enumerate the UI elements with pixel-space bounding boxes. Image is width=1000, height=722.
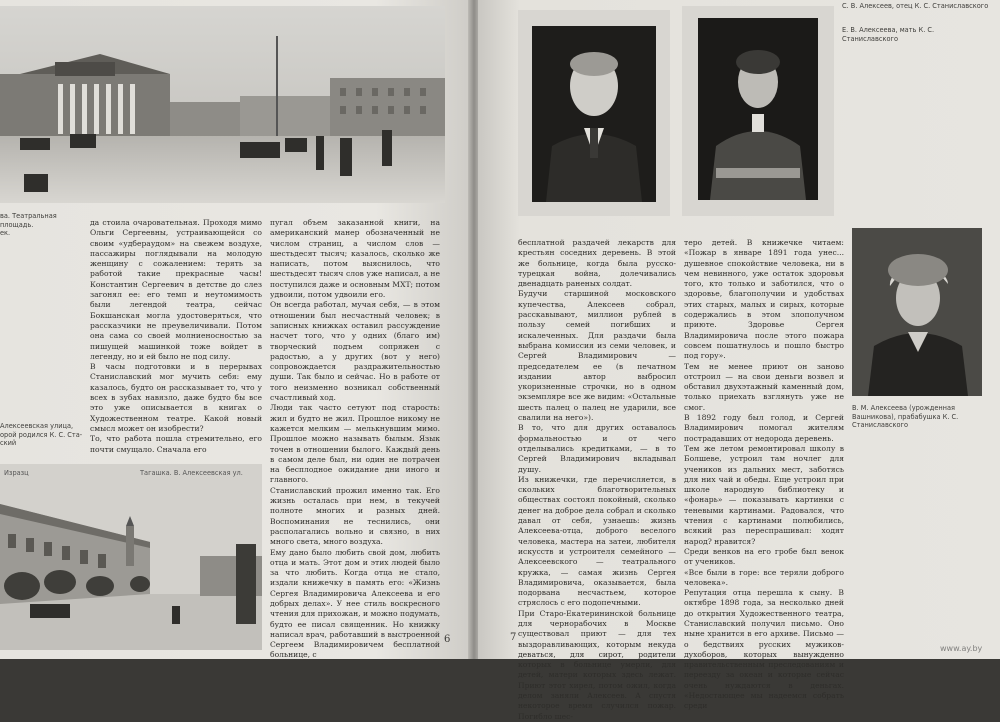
photo-label-left: Изразц xyxy=(4,469,29,477)
theatre-square-photo xyxy=(0,6,445,203)
caption-father: С. В. Алексеев, отец К. С. Станиславского xyxy=(842,2,989,10)
watermark: www.ay.by xyxy=(940,644,983,653)
father-portrait xyxy=(532,26,656,202)
street-illustration xyxy=(0,464,262,650)
alexeevskaya-street-photo xyxy=(0,464,262,650)
mother-figure xyxy=(698,18,818,200)
right-page xyxy=(478,0,1000,721)
right-column-2: теро детей. В книжечке читаем: «Пожар в январе 1891 года унес... душевное спокойствие человека, ни в чем невинного, уже остаток здоровья того, кто только и заботился, что о здоровье, благополучии и удобствах этих старых, малых и сирых, которые содержались в этом злополучном приюте. Здоровье Сергея Владимировича после этого пожара совсем пошатнулось и пошло быстро под гору». Тем не менее приют он заново отстроил — на свои деньги возвел и обставил двухэтажный каменный дом, только приехать взглянуть уже не смог. В 1892 году был голод, и Сергей Владимирович помогал жителям пострадавших от недорода деревень. Тем же летом ремонтировал школу в Болшеве, устроил там ночлег для учеников из дальних мест, заботясь для них чай и обеды. Еще устроил при школе народную библиотеку и «фонарь» — показывать картинки с теневыми картинами. Радовался, что чтения с картинами полюбились, всякий раз переспрашивал: ходят народ? нравится? Среди венков на его гробе был венок от учеников. «Все были в горе: все теряли доброго человека». Репутация отца перешла к сыну. В октябре 1898 года, за несколько дней до открытия Художественного театра, Станиславский получил письмо. Оно ныне хранится в его архиве. Письмо — о бедствиях русских мужиков-духоборов, которых вынужденно правительственным преследованиям и переезду за океан и которые сейчас очень нуждаются в деньгах. «Недостающее мы надеемся собрать среди xyxy=(684,238,844,711)
mother-portrait xyxy=(698,18,818,200)
left-column-2: пугал объем заказанной книги, на американский манер обозначенный не числом страниц, а числом слов — шестьдесят тысяч; казалось, сколько же написать, потом выяснилось, что шестьдесят тысяч слов уже написал, а не поступился даже и основным МХТ; потом удвоили, потом удвоили его. Он всегда работал, мучая себя, — в этом отношении был несчастный человек; в записных книжках оставил рассуждение насчет того, что у одних (благо им) творческий подъем сопряжен с радостью, а у других (вот у него) сопровождается раздражительностью души. Так было и сейчас. Но в работе от того неизменно возникал собственный счастливый ход. Люди так часто сетуют под старость: жил и будто не жил. Прошлое никому не кажется мелким — мелькнувшим мимо. Прошлое можно называть былым. Язык точен в отношении былого. Каждый день в самом деле был, ни один не потрачен на бесплодное ожидание дни иного и главного. Станиславский прожил именно так. Его жизнь осталась при нем, в текучей полноте многих и разных дней. Воспоминания не теснились, они располагались вольно и связно, в них много света, много воздуха. Ему дано было любить свой дом, любить отца и мать. Этот дом и этих людей было за что любить. Когда отца не стало, издали книжечку в память его: «Жизнь Сергея Владимировича Алексеева и его добрых делах». У нее стиль воскресного чтения для прихожан, и можно подумать, будто ее писал священник. Но книжку написал врач, работавший в выстроенной Сергеем Владимировичем бесплатной больнице, с xyxy=(270,218,440,660)
father-figure xyxy=(532,26,656,202)
caption-great-grandmother: В. М. Алексеева (урожденная Вашникова), прабабушка К. С. Станиславского xyxy=(852,404,959,430)
right-column-1: бесплатной раздачей лекарств для крестьян соседних деревень. В этой же больнице, когда была русско-турецкая война, долечивались двенадцать раненых солдат. Будучи старшиной московского купечества, Алексеев собрал, расскавывают, миллион рублей в пользу семей погибших и искалеченных. Для раздачи была выбрана комиссия из семи человек, и Сергей Владимирович — председателем ее (в печатном издании автор выбросил укоризненные строчки, но в одном экземпляре все же видим: «Остальные шесть палец о палец не ударили, все свалили на него»). В то, что для других оставалось формальностью и от чего отделывались кредитками, — в то Сергей Владимирович вкладывал душу. Из книжечки, где перечисляется, в скольких благотворительных обществах состоял покойный, сколько денег на доброе дела собрал и сколько давал от себя, узнаешь: жизнь Алексеева-отца, доброго веселого человека, мастера на затеи, любителя искусств и устроителя семейного — Алексеевского — театрального кружка, — самая жизнь Сергея Владимировича, оказывается, была подорвана несчастьем, которое стряслось с его подопечными. При Старо-Екатерининской больнице для чернорабочих в Москве существовал приют — для тех выздоравливающих, которым некуда деваться, для сирот, родители которых в больнице умерли, для детей, матери которых здесь лежат. Приют этот хирел, потом ожил, когда делом заняли Алексеев. А спустя некоторое время случился пожар. Погибло шес- xyxy=(518,238,676,721)
theatre-square-illustration xyxy=(0,6,445,203)
page-number-left: 6 xyxy=(444,634,451,645)
great-grandmother-figure xyxy=(852,228,982,396)
great-grandmother-portrait xyxy=(852,228,982,396)
caption-mother: Е. В. Алексеева, мать К. С. Станиславского xyxy=(842,26,935,43)
page-number-right: 7 xyxy=(510,632,517,643)
caption-theatre-square: ва. Театральная площадь. ек. xyxy=(0,212,57,238)
caption-alexeevskaya-street: Алексеевская улица, орой родился К. С. Ста- ский xyxy=(0,422,83,448)
left-page xyxy=(0,0,470,659)
father-portrait-frame xyxy=(518,10,670,216)
left-column-1: да стоила очаровательная. Проходя мимо Ольги Сергеевны, устраивающейся со своим «удбераудом» на свежем воздухе, пассажиры поглядывали на молодую женщину с сожалением: терять за работой такие прекрасные часы! Константин Сергеевич в детстве до слез загонял ее: его темп и неутомимость были легендой театра, сейчас Бокшанская могла удостоверяться, что рассказчики не преувеличивали. Потом она сама со своей молниеносностью за пишущей машинкой тоже войдет в легенду, но и ей было не под силу. В часы подготовки и в перерывах Станиславский мог мучить себя: ему казалось, будто он рассказывает то, что у всех в зубах навязло, даже будто бы все это уже описывается в книгах о Художественном театре. Какой новый смысл может он изобрести? То, что работа пошла стремительно, его почти смущало. Сначала его xyxy=(90,218,262,454)
mother-portrait-frame xyxy=(682,6,834,216)
photo-label-right: Тагашка. В. Алексеевская ул. xyxy=(140,469,243,477)
